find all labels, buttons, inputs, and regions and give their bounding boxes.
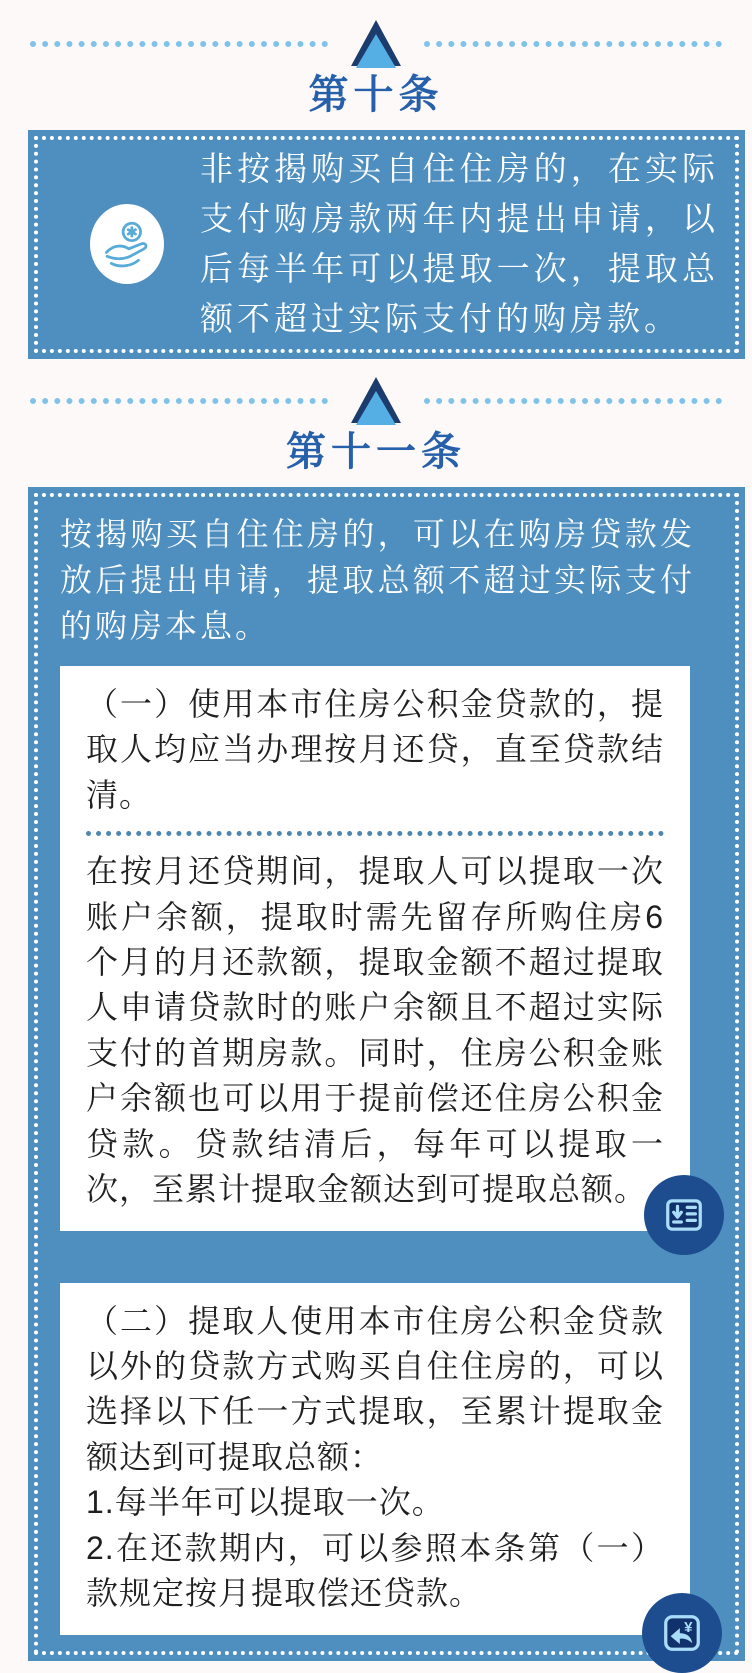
section-divider xyxy=(30,20,722,68)
svg-text:¥: ¥ xyxy=(684,1618,694,1636)
withdraw-list-icon xyxy=(644,1175,724,1255)
article-11-section xyxy=(0,377,752,1661)
clause-2-card xyxy=(60,1283,694,1636)
dotted-line-left xyxy=(30,398,328,404)
clause-1-detail-paragraph: 在按月还贷期间，提取人可以提取一次账户余额，提取时需先留存所购住房6个月的月还款额，提取金额不超过提取人申请贷款时的账户余额且不超过实际支付的首期房款。同时，住房公积金账户余额也可以用于提前偿还住房公积金贷款。贷款结清后，每年可以提取一次，至累计提取金额达到可提取总额。 xyxy=(86,853,664,1208)
clause-1-paragraph: （一）使用本市住房公积金贷款的，提取人均应当办理按月还贷，直至贷款结清。 xyxy=(86,685,664,813)
spacer xyxy=(0,359,752,377)
refund-money-icon xyxy=(642,1593,722,1673)
clause-2-item-1: 1.每半年可以提取一次。 xyxy=(86,1484,445,1521)
clause-2-paragraph: （二）提取人使用本市住房公积金贷款以外的贷款方式购买自住住房的，可以选择以下任一方式提取，至累计提取金额达到可提取总额： xyxy=(86,1302,664,1475)
hand-coin-icon xyxy=(90,204,164,284)
dotted-line-right xyxy=(424,398,722,404)
article-10-body: 非按揭购买自住住房的，在实际支付购房款两年内提出申请，以后每半年可以提取一次，提取总额不超过实际支付的购房款。 xyxy=(200,150,719,338)
article-11-intro: 按揭购买自住住房的，可以在购房贷款发放后提出申请，提取总额不超过实际支付的购房本息。 xyxy=(60,515,695,645)
up-triangle-fill xyxy=(356,391,396,425)
article-10-title: 第十条 xyxy=(308,73,444,117)
up-triangle-marker xyxy=(350,20,402,68)
up-triangle-fill xyxy=(356,34,396,68)
article-11-title: 第十一条 xyxy=(286,429,466,474)
dashed-separator xyxy=(86,831,664,836)
up-triangle-marker xyxy=(350,377,402,425)
article-10-panel xyxy=(28,130,745,359)
article-11-panel xyxy=(28,487,745,1661)
clause-1-card xyxy=(60,666,690,1231)
article-10-section xyxy=(0,20,752,359)
dotted-line-left xyxy=(30,41,328,47)
clause-2-item-2: 2.在还款期内，可以参照本条第（一）款规定按月提取偿还贷款。 xyxy=(86,1529,664,1612)
section-divider xyxy=(30,377,722,425)
dotted-line-right xyxy=(424,41,722,47)
